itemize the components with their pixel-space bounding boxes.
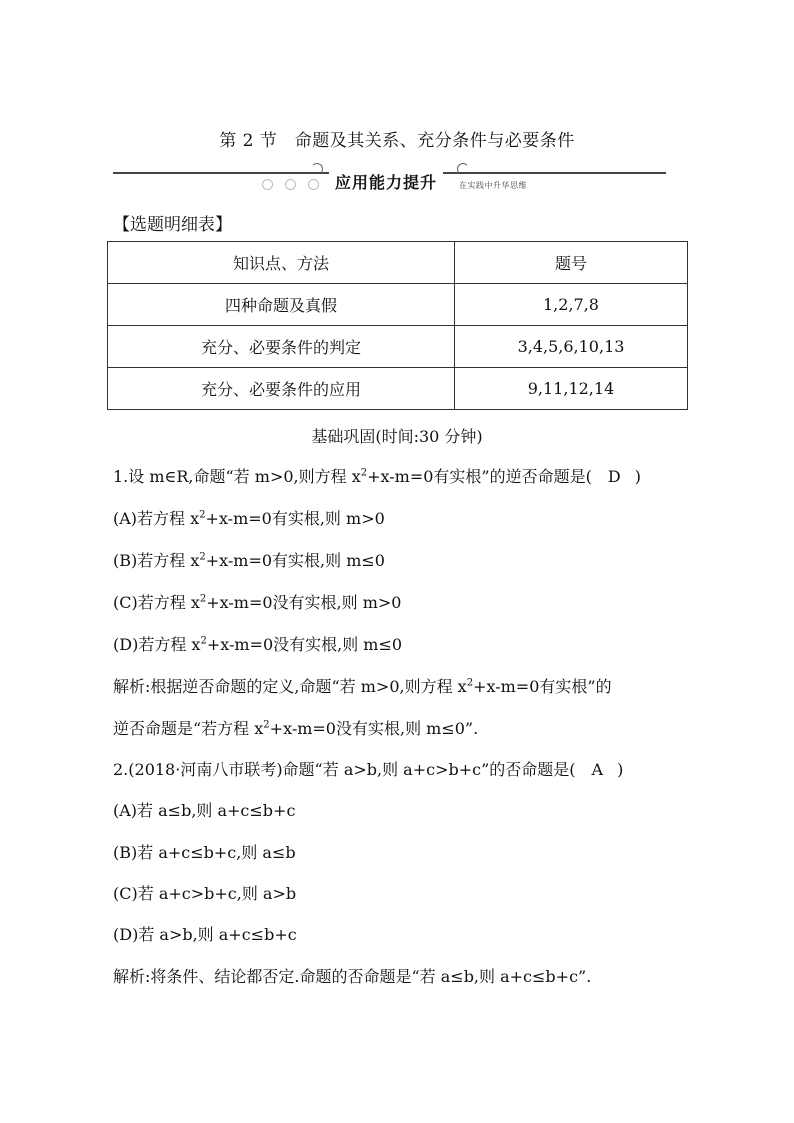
table-row — [108, 284, 688, 326]
q1-answer: D — [607, 467, 621, 486]
q2-option-d: (D)若 a>b,则 a+c≤b+c — [113, 925, 297, 944]
section-subtitle: 基础巩固(时间:30 分钟) — [311, 427, 483, 446]
table-row — [108, 368, 688, 410]
q2-option-a: (A)若 a≤b,则 a+c≤b+c — [113, 801, 296, 820]
table-header-row — [108, 242, 688, 284]
banner-hook-left-icon — [311, 163, 323, 175]
q1-option-b: (B)若方程 $x^2+x-m=0$有实根,则 m≤0 — [113, 551, 385, 570]
table-row — [108, 326, 688, 368]
banner-subtitle: 在实践中升华思维 — [459, 181, 527, 190]
q2-option-c: (C)若 a+c>b+c,则 a>b — [113, 884, 297, 903]
page-title: 第 2 节 命题及其关系、充分条件与必要条件 — [219, 131, 575, 151]
q1-option-d: (D)若方程 $x^2+x-m=0$没有实根,则 m≤0 — [113, 635, 403, 654]
table-cell: 充分、必要条件的应用 — [108, 368, 455, 410]
banner-title: 应用能力提升 — [329, 170, 443, 193]
q2-answer: A — [591, 760, 604, 779]
table-header-cell: 知识点、方法 — [108, 242, 455, 284]
q1-analysis-line2: 逆否命题是“若方程 $x^2+x-m=0$没有实根,则 m≤0”. — [113, 719, 479, 738]
banner-dots-icon — [262, 179, 319, 190]
table-cell: 3,4,5,6,10,13 — [455, 326, 688, 368]
q2-option-b: (B)若 a+c≤b+c,则 a≤b — [113, 843, 296, 862]
table-header-cell: 题号 — [455, 242, 688, 284]
table-cell: 四种命题及真假 — [108, 284, 455, 326]
table-cell: 9,11,12,14 — [455, 368, 688, 410]
topic-table — [107, 241, 688, 410]
q2-stem: 2.(2018·河南八市联考)命题“若 a>b,则 a+c>b+c”的否命题是( A ) — [113, 760, 624, 779]
q1-analysis-line1: 解析:根据逆否命题的定义,命题“若 m>0,则方程 $x^2+x-m=0$有实根”的 — [113, 677, 612, 696]
q1-option-c: (C)若方程 $x^2+x-m=0$没有实根,则 m>0 — [113, 593, 402, 612]
banner-hook-right-icon — [457, 163, 469, 175]
section-heading: 【选题明细表】 — [113, 215, 232, 235]
q1-option-a: (A)若方程 $x^2+x-m=0$有实根,则 m>0 — [113, 509, 385, 528]
table-cell: 1,2,7,8 — [455, 284, 688, 326]
table-cell: 充分、必要条件的判定 — [108, 326, 455, 368]
q1-stem: 1.设 m∈R,命题“若 m>0,则方程 $x^2+x-m=0$有实根”的逆否命题是( D ) — [113, 467, 641, 486]
q2-analysis: 解析:将条件、结论都否定.命题的否命题是“若 a≤b,则 a+c≤b+c”. — [113, 967, 592, 986]
